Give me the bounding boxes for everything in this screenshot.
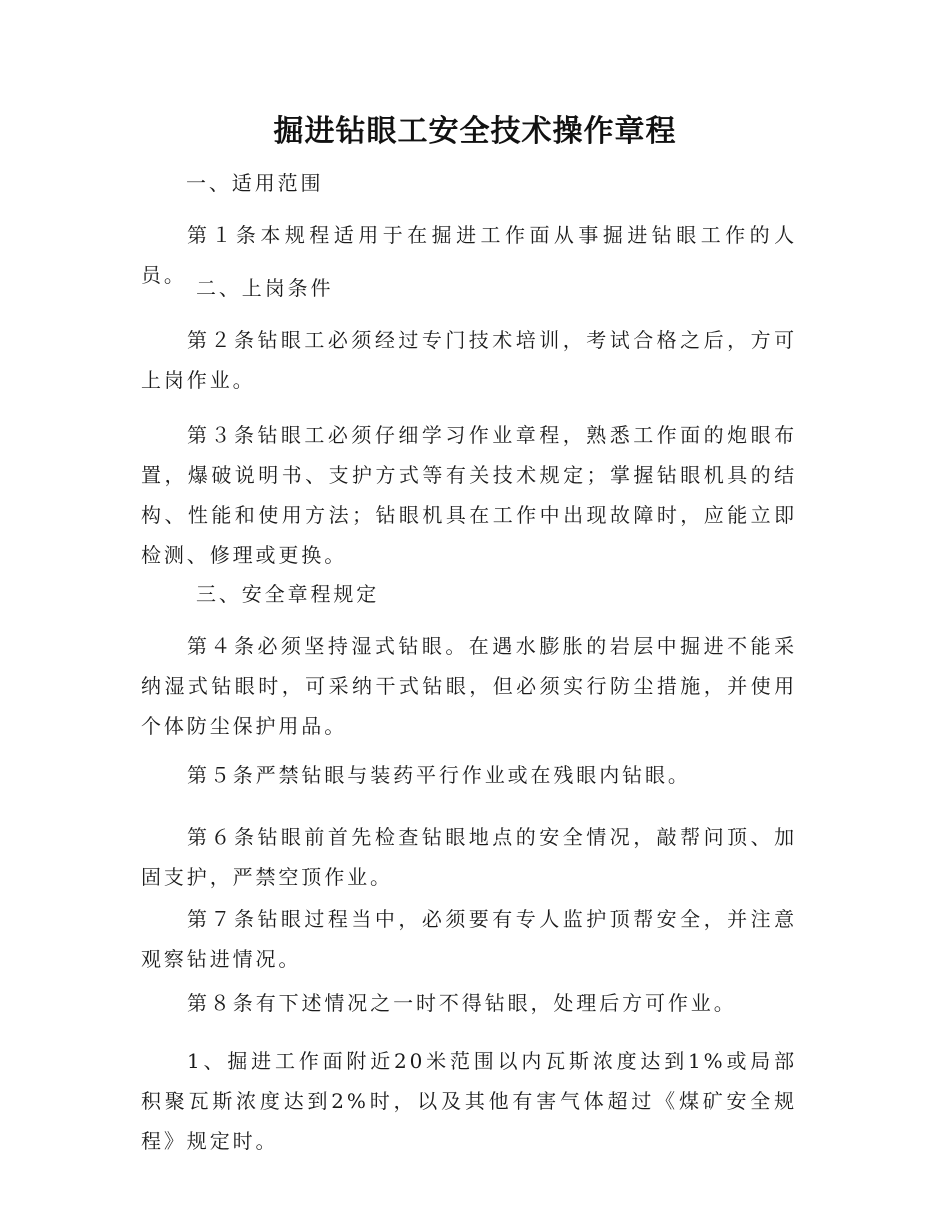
paragraph-article-1: 第１条本规程适用于在掘进工作面从事掘进钻眼工作的人员。	[141, 223, 797, 287]
paragraph-article-4: 第４条必须坚持湿式钻眼。在遇水膨胀的岩层中掘进不能采纳湿式钻眼时，可采纳干式钻眼，但必须实行防尘措施，并使用个体防尘保护用品。	[141, 634, 797, 738]
section-heading-qualification: 二、上岗条件	[196, 276, 334, 300]
paragraph-item-1: 1、掘进工作面附近20米范围以内瓦斯浓度达到1%或局部积聚瓦斯浓度达到2%时，以及其他有害气体超过《煤矿安全规程》规定时。	[141, 1049, 797, 1153]
section-heading-scope: 一、适用范围	[186, 171, 324, 195]
paragraph-article-6: 第６条钻眼前首先检查钻眼地点的安全情况，敲帮问顶、加固支护，严禁空顶作业。	[141, 825, 797, 889]
paragraph-article-5: 第５条严禁钻眼与装药平行作业或在残眼内钻眼。	[187, 763, 691, 787]
paragraph-article-3: 第３条钻眼工必须仔细学习作业章程，熟悉工作面的炮眼布置，爆破说明书、支护方式等有关技术规定；掌握钻眼机具的结构、性能和使用方法；钻眼机具在工作中出现故障时，应能立即检测、修理或更换。	[141, 423, 797, 567]
section-heading-safety-rules: 三、安全章程规定	[196, 582, 380, 606]
paragraph-article-7: 第７条钻眼过程当中，必须要有专人监护顶帮安全，并注意观察钻进情况。	[141, 907, 797, 971]
paragraph-article-8: 第８条有下述情况之一时不得钻眼，处理后方可作业。	[187, 991, 737, 1015]
paragraph-article-2: 第２条钻眼工必须经过专门技术培训，考试合格之后，方可上岗作业。	[141, 328, 797, 392]
document-title: 掘进钻眼工安全技术操作章程	[273, 114, 677, 149]
